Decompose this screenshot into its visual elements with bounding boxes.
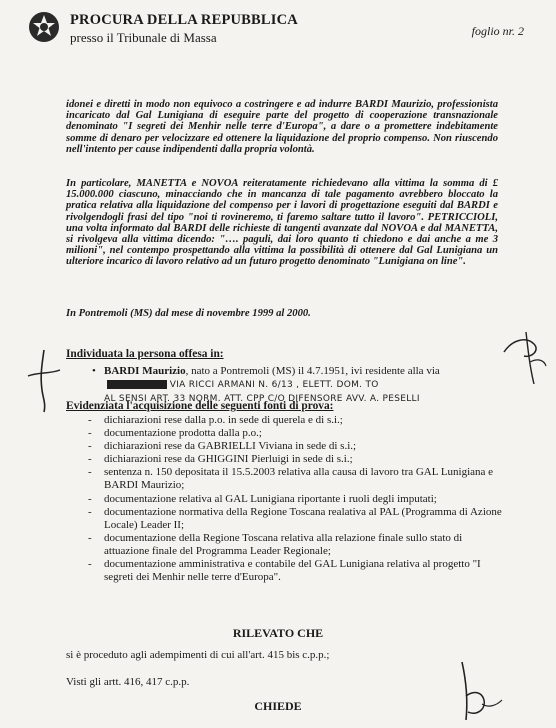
list-item: - documentazione amministrativa e contabile del GAL Lunigiana relativa al progetto "I segreti dei Menhir nelle terre d'Europa". (88, 558, 506, 584)
list-item: - dichiarazioni rese da GHIGGINI Pierluigi in sede di s.i.; (88, 453, 506, 466)
list-item: - documentazione normativa della Regione Toscana realativa al PAL (Programma di Azione Locale) Leader II; (88, 506, 506, 532)
list-item: - documentazione della Regione Toscana relativa alla relazione finale sullo stato di attuazione finale del Programma Leader Regionale; (88, 532, 506, 558)
visti-line: Visti gli artt. 416, 417 c.p.p. (66, 676, 190, 688)
sheet-number: foglio nr. 2 (471, 24, 524, 38)
paragraph-place-date: In Pontremoli (MS) dal mese di novembre 1999 al 2000. (66, 308, 311, 319)
list-item: - sentenza n. 150 depositata il 15.5.2003 relativa alla causa di lavoro tra GAL Lunigiana e BARDI Maurizio; (88, 466, 506, 492)
rilevato-heading: RILEVATO CHE (232, 626, 324, 640)
evidence-list (88, 414, 506, 584)
handwritten-address: VIA RICCI ARMANI N. 6/13 , ELETT. DOM. TO (169, 380, 379, 390)
margin-initials-left-icon (24, 346, 64, 416)
margin-initials-right-icon (500, 322, 550, 392)
office-title: PROCURA DELLA REPUBBLICA (70, 12, 298, 28)
offended-name: BARDI Maurizio (104, 365, 186, 377)
court-subtitle: presso il Tribunale di Massa (70, 30, 217, 45)
chiede-heading: CHIEDE (254, 699, 302, 713)
signature-bottom-icon (448, 656, 508, 726)
evidence-heading: Evidenziata l'acquisizione delle seguenti fonti di prova: (66, 400, 334, 412)
list-item: - dichiarazioni rese da GABRIELLI Viviana in sede di s.i.; (88, 440, 506, 453)
list-item: - documentazione prodotta dalla p.o.; (88, 427, 506, 440)
republic-emblem-icon (28, 10, 60, 44)
handwritten-domicile: AL SENSI ART. 33 NORM. ATT. CPP C/O DIFENSORE AVV. A. PESELLI (104, 394, 420, 404)
paragraph-particulars: In particolare, MANETTA e NOVOA reiteratamente richiedevano alla vittima la somma di £ 15.000.000 ciascuno, minacciando che in mancanza di tale pagamento avrebbero bloccato la pratica relativa alla liquidazione del compenso per i lavori di progettazione eseguiti dal BARDI e rivolgendogli frasi del tipo "noi ti rovineremo, ti faremo saltare tutto il lavoro". PETRICCIOLI, una volta informato dal BARDI delle richieste di tangenti avanzate dal NOVOA e dal MANETTA, si rivolgeva alla vittima dicendo: "…. paguli, dai loro quanto ti chiedono e dai anche a me 3 milioni", nel contempo prospettando alla vittima la possibilità di ottenere dal Gal Lunigiana un ulteriore incarico di lavoro relativo ad un futuro progetto denominato "Lunigiana on line". (66, 178, 498, 268)
redaction-block (107, 380, 167, 389)
list-item: - documentazione relativa al GAL Lunigiana riportante i ruoli degli imputati; (88, 493, 506, 506)
adempimenti-line: si è proceduto agli adempimenti di cui all'art. 415 bis c.p.p.; (66, 649, 330, 661)
offended-heading: Individuata la persona offesa in: (66, 348, 224, 360)
bullet: • (92, 365, 96, 377)
paragraph-charges: idonei e diretti in modo non equivoco a costringere e ad indurre BARDI Maurizio, professionista incaricato dal Gal Lunigiana di eseguire parte del progetto di cooperazione transnazionale denominato "I segreti dei Menhir nelle terre d'Europa", a dare o a promettere indebitamente somme di denaro per velocizzare ed ottenere la liquidazione del proprio compenso. Non riuscendo nell'intento per cause indipendenti dalla propria volontà. (66, 99, 498, 155)
offended-details: , nato a Pontremoli (MS) il 4.7.1951, ivi residente alla via (185, 365, 440, 377)
list-item: - dichiarazioni rese dalla p.o. in sede di querela e di s.i.; (88, 414, 506, 427)
